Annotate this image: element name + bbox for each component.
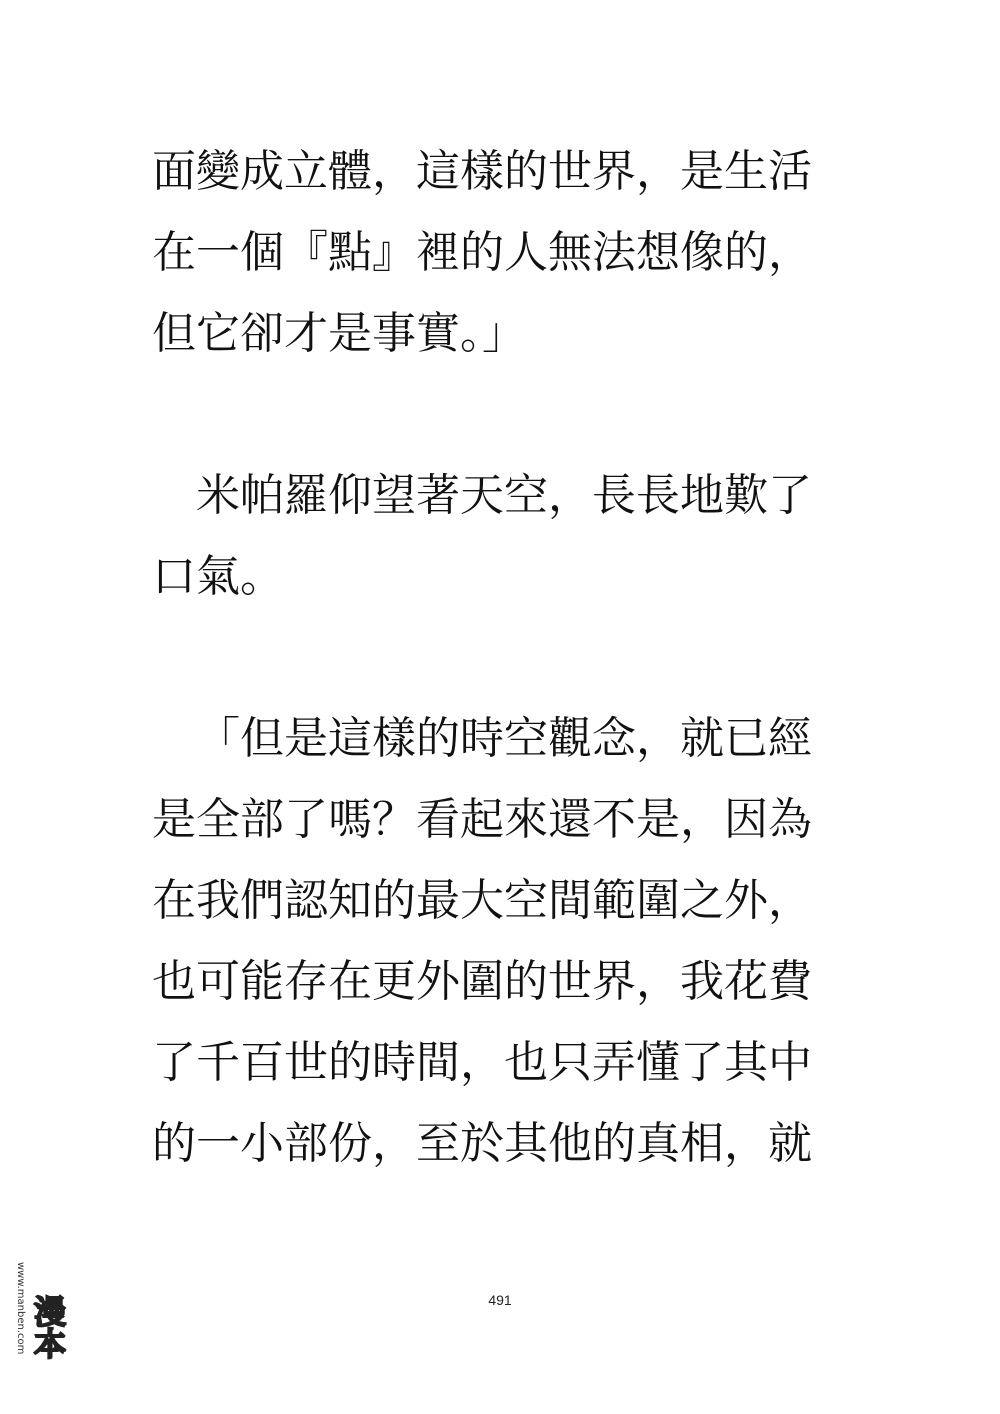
text-line: 在我們認知的最大空間範圍之外， [152,875,812,926]
text-line: 但它卻才是事實。」 [152,308,526,359]
paragraph-gap [152,381,852,462]
body-text [152,138,852,1191]
watermark-logo: 漫本 [29,1295,67,1359]
text-line: 在一個『點』裡的人無法想像的， [152,227,812,278]
text-line: 是全部了嗎？看起來還不是，因為 [152,794,812,845]
text-line: 了千百世的時間，也只弄懂了其中 [152,1037,812,1088]
watermark-url: www.manben.com [15,1262,26,1355]
text-line: 也可能存在更外圍的世界，我花費 [152,956,812,1007]
text-line: 米帕羅仰望著天空，長長地歎了 [196,470,812,521]
text-line: 的一小部份，至於其他的真相，就 [152,1118,812,1169]
text-line: 「但是這樣的時空觀念，就已經 [196,713,812,764]
text-line: 口氣。 [152,551,284,602]
text-line: 面變成立體，這樣的世界，是生活 [152,146,812,197]
page-number: 491 [488,1292,512,1308]
paragraph-gap [152,624,852,705]
